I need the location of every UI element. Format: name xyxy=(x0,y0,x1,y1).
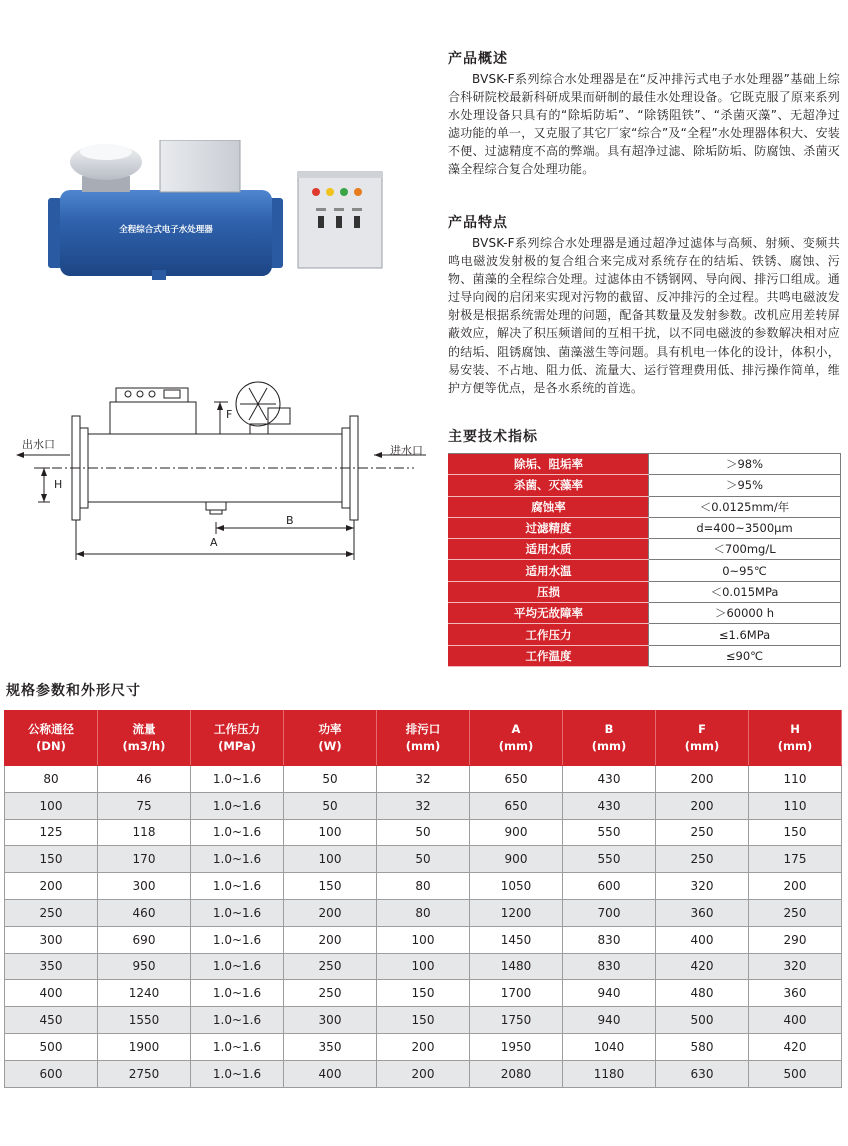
features-text: BVSK-F系列综合水处理器是通过超净过滤体与高频、射频、变频共鸣电磁波发射极的复合组合来完成对系统存在的结垢、铁锈、腐蚀、污物、菌藻的全程综合处理。过滤体由不锈钢网、导向阀、排污口组成。通过导向阀的启闭来实现对污物的截留、反冲排污的全过程。共鸣电磁波发射极是根据系统需处理的问题，配备其数量及发射参数。改机应用差转屏蔽效应，解决了积压频谱间的互相干扰，以不同电磁波的参数解决相对应的结垢、阻锈腐蚀、菌藻滋生等问题。具有机电一体化的设计，体积小，易安装、不占地、阻力低、流量大、运行管理费用低、排污操作简单，维护方便等优点，是各水系统的首选。 xyxy=(448,236,840,395)
table-cell: 2080 xyxy=(470,1060,563,1087)
header-name: H xyxy=(790,722,800,736)
table-cell: 200 xyxy=(377,1060,470,1087)
table-row xyxy=(5,980,842,1007)
table-cell: 50 xyxy=(284,766,377,793)
table-cell: 350 xyxy=(284,1033,377,1060)
table-cell: 400 xyxy=(656,926,749,953)
table-cell: 430 xyxy=(563,792,656,819)
table-cell: 950 xyxy=(98,953,191,980)
table-cell: 175 xyxy=(749,846,842,873)
spec-row xyxy=(449,496,841,517)
table-cell: 150 xyxy=(284,873,377,900)
spec-key: 过滤精度 xyxy=(449,517,649,538)
header-unit: (mm) xyxy=(405,739,441,753)
table-cell: 460 xyxy=(98,899,191,926)
spec-key: 压损 xyxy=(449,581,649,602)
table-cell: 320 xyxy=(656,873,749,900)
table-cell: 350 xyxy=(5,953,98,980)
table-cell: 1200 xyxy=(470,899,563,926)
table-cell: 700 xyxy=(563,899,656,926)
table-cell: 1950 xyxy=(470,1033,563,1060)
table-cell: 1.0~1.6 xyxy=(191,899,284,926)
product-photo xyxy=(48,140,390,280)
spec-value: ＞60000 h xyxy=(649,603,841,624)
table-cell: 1.0~1.6 xyxy=(191,1033,284,1060)
table-cell: 500 xyxy=(5,1033,98,1060)
table-cell: 320 xyxy=(749,953,842,980)
dimension-f-label: F xyxy=(226,408,233,421)
table-cell: 1050 xyxy=(470,873,563,900)
table-cell: 300 xyxy=(98,873,191,900)
table-cell: 1.0~1.6 xyxy=(191,846,284,873)
table-cell: 1.0~1.6 xyxy=(191,926,284,953)
table-cell: 32 xyxy=(377,766,470,793)
table-cell: 1480 xyxy=(470,953,563,980)
spec-row xyxy=(449,454,841,475)
table-cell: 300 xyxy=(5,926,98,953)
table-cell: 200 xyxy=(749,873,842,900)
table-cell: 830 xyxy=(563,953,656,980)
table-cell: 200 xyxy=(284,899,377,926)
spec-row xyxy=(449,517,841,538)
dimension-h-label: H xyxy=(54,478,63,491)
header-name: A xyxy=(511,722,521,736)
table-cell: 50 xyxy=(377,846,470,873)
size-header-cell xyxy=(5,711,98,766)
table-row xyxy=(5,1033,842,1060)
header-unit: (mm) xyxy=(591,739,627,753)
spec-row xyxy=(449,581,841,602)
spec-key: 腐蚀率 xyxy=(449,496,649,517)
table-cell: 1900 xyxy=(98,1033,191,1060)
table-cell: 100 xyxy=(377,926,470,953)
table-cell: 100 xyxy=(284,846,377,873)
table-cell: 200 xyxy=(5,873,98,900)
table-cell: 150 xyxy=(377,980,470,1007)
table-cell: 1450 xyxy=(470,926,563,953)
size-header-cell xyxy=(563,711,656,766)
table-cell: 1550 xyxy=(98,1007,191,1034)
overview-text: BVSK-F系列综合水处理器是在“反冲排污式电子水处理器”基础上综合科研院校最新科研成果而研制的最佳水处理设备。它既克服了原来系列水处理设备只具有的“除垢防垢”、“除锈阻铁”、“杀菌灭藻”、无超净过滤功能的单一，又克服了其它厂家“综合”及“全程”水处理器体积大、安装不便、过滤精度不高的弊端。具有超净过滤、除垢防垢、防腐蚀、杀菌灭藻全程综合复合处理功能。 xyxy=(448,72,840,177)
table-cell: 1.0~1.6 xyxy=(191,792,284,819)
table-cell: 80 xyxy=(5,766,98,793)
table-cell: 250 xyxy=(656,846,749,873)
table-cell: 450 xyxy=(5,1007,98,1034)
header-name: 功率 xyxy=(318,722,342,736)
spec-key: 适用水温 xyxy=(449,560,649,581)
table-cell: 500 xyxy=(656,1007,749,1034)
table-row xyxy=(5,926,842,953)
table-cell: 1180 xyxy=(563,1060,656,1087)
table-cell: 1.0~1.6 xyxy=(191,766,284,793)
drawing-lines xyxy=(14,372,434,572)
header-name: 流量 xyxy=(132,722,156,736)
table-cell: 420 xyxy=(749,1033,842,1060)
table-cell: 940 xyxy=(563,980,656,1007)
spec-key: 除垢、阻垢率 xyxy=(449,454,649,475)
header-unit: (DN) xyxy=(36,739,66,753)
size-header-cell xyxy=(98,711,191,766)
table-cell: 650 xyxy=(470,766,563,793)
table-cell: 400 xyxy=(5,980,98,1007)
spec-value: d=400~3500μm xyxy=(649,517,841,538)
table-cell: 480 xyxy=(656,980,749,1007)
table-cell: 250 xyxy=(749,899,842,926)
table-row xyxy=(5,792,842,819)
features-title: 产品特点 xyxy=(448,215,508,231)
table-cell: 32 xyxy=(377,792,470,819)
spec-value: ＜700mg/L xyxy=(649,539,841,560)
table-cell: 250 xyxy=(656,819,749,846)
table-cell: 1040 xyxy=(563,1033,656,1060)
table-cell: 690 xyxy=(98,926,191,953)
overview-title: 产品概述 xyxy=(448,51,508,67)
spec-row xyxy=(449,603,841,624)
technical-drawing xyxy=(14,372,434,572)
table-cell: 170 xyxy=(98,846,191,873)
table-cell: 550 xyxy=(563,819,656,846)
header-name: F xyxy=(698,722,706,736)
table-cell: 1700 xyxy=(470,980,563,1007)
table-cell: 75 xyxy=(98,792,191,819)
size-header-cell xyxy=(656,711,749,766)
device-label: 全程综合式电子水处理器 xyxy=(119,225,213,235)
table-cell: 900 xyxy=(470,846,563,873)
spec-row xyxy=(449,539,841,560)
spec-row xyxy=(449,624,841,645)
table-cell: 1240 xyxy=(98,980,191,1007)
table-cell: 400 xyxy=(284,1060,377,1087)
table-cell: 1750 xyxy=(470,1007,563,1034)
table-cell: 430 xyxy=(563,766,656,793)
spec-row xyxy=(449,475,841,496)
table-cell: 100 xyxy=(5,792,98,819)
table-cell: 200 xyxy=(284,926,377,953)
table-row xyxy=(5,766,842,793)
table-cell: 50 xyxy=(377,819,470,846)
table-cell: 900 xyxy=(470,819,563,846)
size-header-cell xyxy=(284,711,377,766)
size-table-title: 规格参数和外形尺寸 xyxy=(6,683,141,699)
table-cell: 125 xyxy=(5,819,98,846)
table-cell: 46 xyxy=(98,766,191,793)
table-cell: 500 xyxy=(749,1060,842,1087)
spec-key: 杀菌、灭藻率 xyxy=(449,475,649,496)
table-cell: 1.0~1.6 xyxy=(191,953,284,980)
spec-key: 工作温度 xyxy=(449,645,649,666)
table-cell: 1.0~1.6 xyxy=(191,980,284,1007)
header-unit: (MPa) xyxy=(218,739,256,753)
spec-value: ＜0.015MPa xyxy=(649,581,841,602)
spec-key: 适用水质 xyxy=(449,539,649,560)
header-unit: (mm) xyxy=(684,739,720,753)
table-cell: 200 xyxy=(656,792,749,819)
table-row xyxy=(5,899,842,926)
spec-table xyxy=(448,453,841,667)
size-header-cell xyxy=(470,711,563,766)
table-cell: 300 xyxy=(284,1007,377,1034)
table-cell: 940 xyxy=(563,1007,656,1034)
table-cell: 80 xyxy=(377,899,470,926)
size-header-cell xyxy=(191,711,284,766)
inlet-label: 进水口 xyxy=(390,444,423,457)
header-unit: (m3/h) xyxy=(122,739,166,753)
header-name: 排污口 xyxy=(405,722,441,736)
table-row xyxy=(5,846,842,873)
table-cell: 360 xyxy=(656,899,749,926)
header-unit: (mm) xyxy=(498,739,534,753)
spec-row xyxy=(449,560,841,581)
table-cell: 630 xyxy=(656,1060,749,1087)
spec-title: 主要技术指标 xyxy=(448,429,538,445)
table-cell: 2750 xyxy=(98,1060,191,1087)
table-cell: 360 xyxy=(749,980,842,1007)
table-cell: 118 xyxy=(98,819,191,846)
table-cell: 580 xyxy=(656,1033,749,1060)
spec-value: ＞98% xyxy=(649,454,841,475)
table-cell: 600 xyxy=(563,873,656,900)
spec-key: 工作压力 xyxy=(449,624,649,645)
spec-value: 0~95℃ xyxy=(649,560,841,581)
table-row xyxy=(5,953,842,980)
size-header-cell xyxy=(749,711,842,766)
table-cell: 50 xyxy=(284,792,377,819)
table-cell: 100 xyxy=(377,953,470,980)
spec-value: ≤90℃ xyxy=(649,645,841,666)
table-cell: 550 xyxy=(563,846,656,873)
table-cell: 150 xyxy=(749,819,842,846)
table-cell: 1.0~1.6 xyxy=(191,1007,284,1034)
table-cell: 250 xyxy=(284,953,377,980)
dimension-a-label: A xyxy=(210,536,218,549)
spec-value: ＜0.0125mm/年 xyxy=(649,496,841,517)
table-cell: 110 xyxy=(749,766,842,793)
table-row xyxy=(5,873,842,900)
spec-value: ＞95% xyxy=(649,475,841,496)
table-row xyxy=(5,819,842,846)
size-table xyxy=(4,710,842,1088)
table-cell: 290 xyxy=(749,926,842,953)
table-row xyxy=(5,1060,842,1087)
spec-row xyxy=(449,645,841,666)
table-row xyxy=(5,1007,842,1034)
size-header-cell xyxy=(377,711,470,766)
outlet-label: 出水口 xyxy=(22,438,55,451)
table-cell: 150 xyxy=(5,846,98,873)
header-name: 工作压力 xyxy=(214,722,260,736)
table-cell: 200 xyxy=(656,766,749,793)
spec-key: 平均无故障率 xyxy=(449,603,649,624)
table-cell: 100 xyxy=(284,819,377,846)
table-cell: 400 xyxy=(749,1007,842,1034)
header-name: B xyxy=(604,722,614,736)
header-unit: (W) xyxy=(318,739,342,753)
table-cell: 1.0~1.6 xyxy=(191,819,284,846)
table-cell: 420 xyxy=(656,953,749,980)
table-cell: 650 xyxy=(470,792,563,819)
table-cell: 250 xyxy=(5,899,98,926)
table-cell: 830 xyxy=(563,926,656,953)
table-cell: 1.0~1.6 xyxy=(191,873,284,900)
table-cell: 80 xyxy=(377,873,470,900)
table-cell: 600 xyxy=(5,1060,98,1087)
table-cell: 200 xyxy=(377,1033,470,1060)
spec-value: ≤1.6MPa xyxy=(649,624,841,645)
dimension-b-label: B xyxy=(286,514,294,527)
header-unit: (mm) xyxy=(777,739,813,753)
header-name: 公称通径 xyxy=(28,722,74,736)
table-cell: 1.0~1.6 xyxy=(191,1060,284,1087)
table-cell: 110 xyxy=(749,792,842,819)
table-cell: 250 xyxy=(284,980,377,1007)
table-cell: 150 xyxy=(377,1007,470,1034)
